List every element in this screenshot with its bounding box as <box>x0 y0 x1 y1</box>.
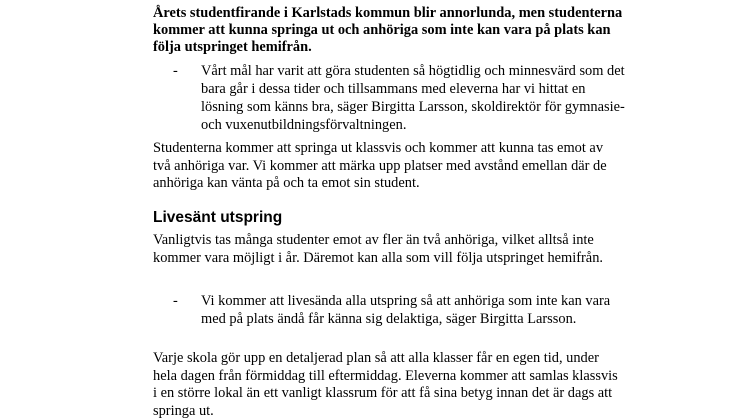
body-paragraph-1: Studenterna kommer att springa ut klassvis och kommer att kunna tas emot av två anhöriga var. Vi kommer att märka upp platser med avstånd emellan där de anhöriga kan vänta på och ta emot sin student. <box>153 140 607 191</box>
bullet-dash: - <box>173 63 178 79</box>
quote-bullet-1 <box>173 62 623 134</box>
bullet-dash: - <box>173 293 178 309</box>
body-paragraph-2: Vanligtvis tas många studenter emot av fler än två anhöriga, vilket alltså inte kommer vara möjligt i år. Däremot kan alla som vill följa utspringet hemifrån. <box>153 232 603 266</box>
lead-paragraph: Årets studentfirande i Karlstads kommun blir annorlunda, men studenterna kommer att kunna springa ut och anhöriga som inte kan vara på plats kan följa utspringet hemifrån. <box>153 5 623 55</box>
quote-bullet-2 <box>173 292 623 346</box>
section-heading: Livesänt utspring <box>153 209 283 226</box>
quote-text: Vi kommer att livesända alla utspring så att anhöriga som inte kan vara med på plats ändå får känna sig delaktiga, säger Birgitta Larsson. <box>201 293 611 327</box>
body-paragraph-3: Varje skola gör upp en detaljerad plan så att alla klasser får en egen tid, under hela dagen från förmiddag till eftermiddag. Eleverna kommer att samlas klassvis i en större lokal än ett vanligt klassrum för att få sina betyg innan det är dags att springa ut. <box>153 350 618 419</box>
quote-text: Vårt mål har varit att göra studenten så högtidlig och minnesvärd som det bara går i dessa tider och tillsammans med eleverna har vi hittat en lösning som känns bra, säger Birgitta Larsson, skoldirektör för gymnasie- och vuxenutbildningsförvaltningen. <box>201 63 625 133</box>
